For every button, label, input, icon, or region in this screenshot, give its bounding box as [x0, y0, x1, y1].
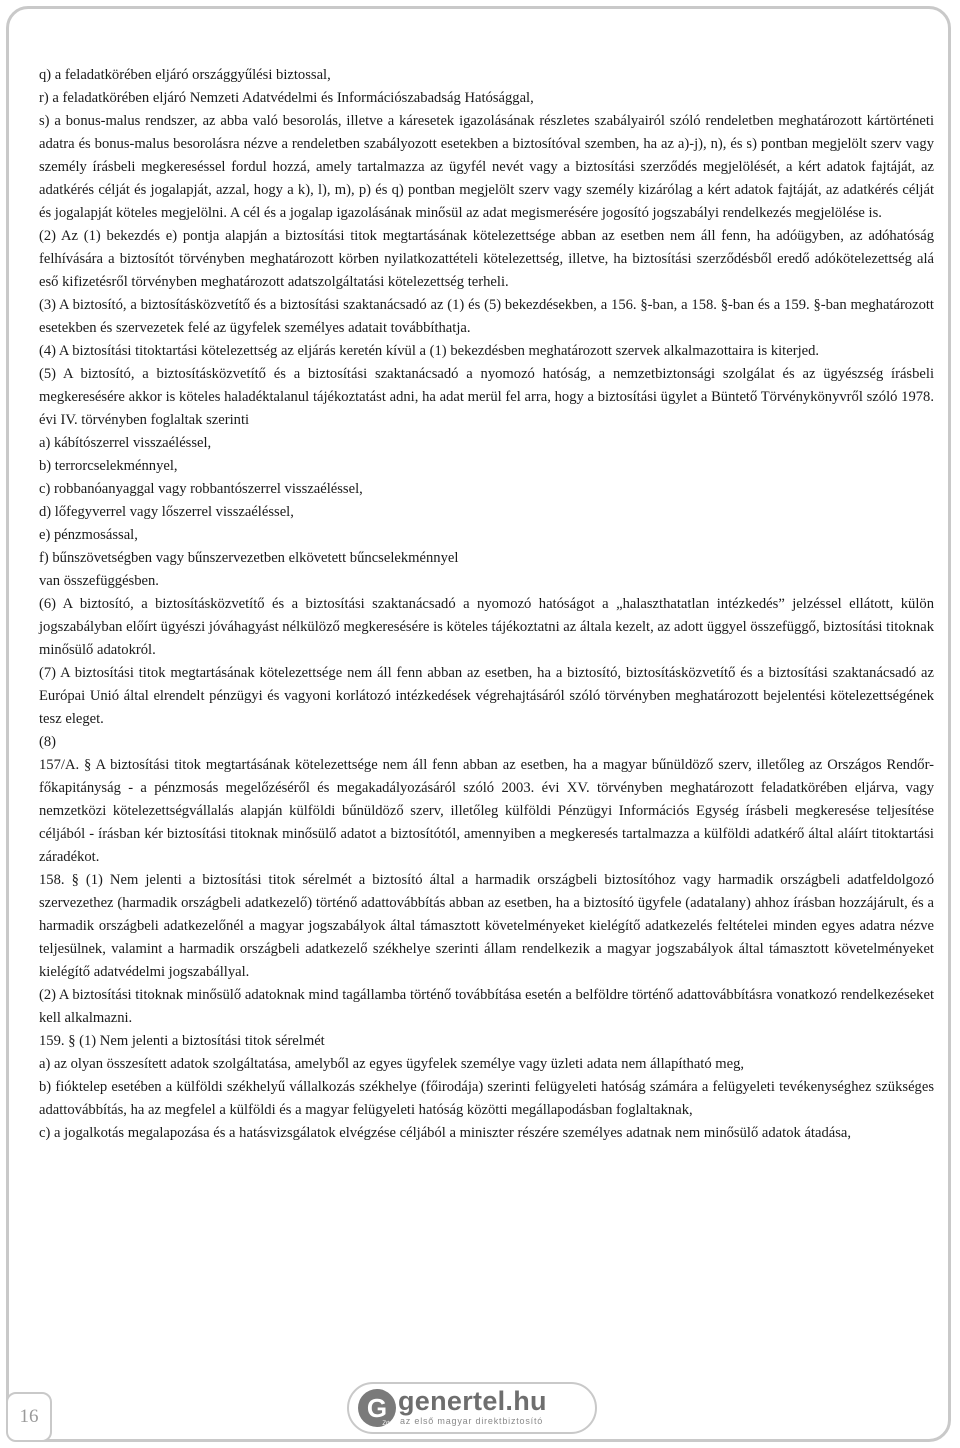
paragraph: 159. § (1) Nem jelenti a biztosítási titok sérelmét	[39, 1033, 325, 1049]
paragraph: (4) A biztosítási titoktartási kötelezettség az eljárás keretén kívül a (1) bekezdésben meghatározott szervek alkalmazottaira is kiterjed.	[39, 343, 820, 359]
page-number: 16	[6, 1392, 52, 1442]
logo-name: genertel.hu	[398, 1386, 547, 1416]
list-item: b) fióktelep esetében a külföldi székhelyű vállalkozás székhelye (főirodája) szerinti felügyeleti hatóság számára a felügyeleti tevékenységhez szükséges adattovábbítás, ha az megfelel a külföldi és a magyar felügyeleti hatóság közötti megállapodásban foglaltaknak,	[39, 1079, 934, 1118]
generali-logo-icon	[357, 1388, 397, 1428]
list-item: f) bűnszövetségben vagy bűnszervezetben elkövetett bűncselekménnyel	[39, 550, 459, 566]
list-item: c) robbanóanyaggal vagy robbantószerrel visszaéléssel,	[39, 481, 363, 497]
paragraph: (2) Az (1) bekezdés e) pontja alapján a biztosítási titok megtartásának kötelezettsége abban az esetben nem áll fenn, ha adóügyben, az adóhatóság felhívására a biztosítót törvényben meghatározott körben nyilatkozattételi kötelezettség, illetve, ha biztosítási szerződésből eredő adókötelezettség alá eső kifizetésről törvényben meghatározott adatszolgáltatási kötelezettség terheli.	[39, 228, 934, 290]
list-item: a) kábítószerrel visszaéléssel,	[39, 435, 212, 451]
paragraph: (7) A biztosítási titok megtartásának kötelezettsége nem áll fenn abban az esetben, ha a biztosító, biztosításközvetítő és a biztosítási szaktanácsadó az Európai Unió által elrendelt pénzügyi és vagyoni korlátozó intézkedések végrehajtásáról szóló törvényben meghatározott bejelentési kötelezettségének tesz eleget.	[39, 665, 934, 727]
paragraph: s) a bonus-malus rendszer, az abba való besorolás, illetve a káresetek igazolásának részletes szabályairól szóló rendeletben meghatározott kártörténeti adatra és bonus-malus besorolásra nézve a rendeletben szabályozott esetekben a biztosítóval szemben, ha az a)-j), n), és s) pontban megjelölt szerv vagy személy írásbeli megkereséssel fordul hozzá, amely tartalmazza az ügyfél nevét vagy a biztosítási szerződés megjelölését, a kért adatok fajtáját, az adatkérés célját és jogalapját, azzal, hogy a k), l), m), p) és q) pontban megjelölt szerv vagy személy kizárólag a kért adatok fajtáját, az adatkérés célját és jogalapját köteles megjelölni. A cél és a jogalap igazolásának minősül az adat megismerésére jogosító jogszabályi rendelkezés megjelölése is.	[39, 113, 934, 221]
paragraph: 158. § (1) Nem jelenti a biztosítási titok sérelmét a biztosító által a harmadik országbeli biztosítóhoz vagy harmadik országbeli adatfeldolgozó szervezethez (harmadik országbeli adatkezelő) történő adattovábbítás abban az esetben, ha a biztosító ügyfele (adatalany) ahhoz írásban hozzájárult, és a harmadik országbeli adatkezelőnél a magyar jogszabályok által támasztott követelményeket kielégítő adatkezelés feltételei minden egyes adatra nézve teljesülnek, valamint a harmadik országbeli adatkezelő székhelye szerinti állam rendelkezik a magyar jogszabályok által támasztott követelményeket kielégítő adatvédelmi jogszabállyal.	[39, 872, 934, 980]
list-item: d) lőfegyverrel vagy lőszerrel visszaéléssel,	[39, 504, 294, 520]
logo-tagline: az első magyar direktbiztosító	[400, 1416, 544, 1426]
list-item: e) pénzmosással,	[39, 527, 138, 543]
paragraph: (6) A biztosító, a biztosításközvetítő és a biztosítási szaktanácsadó a nyomozó hatóságot a „halaszthatatlan intézkedés” jelzéssel ellátott, külön jogszabályban előírt ügyészi jóváhagyást nélkülöző megkeresésére is köteles tájékoztatni az általa kezelt, az adott üggyel összefüggő, biztosítási titoknak minősülő adatokról.	[39, 596, 934, 658]
logo-mark: G	[366, 1393, 388, 1423]
paragraph: q) a feladatkörében eljáró országgyűlési biztossal,	[39, 67, 331, 83]
paragraph: (3) A biztosító, a biztosításközvetítő és a biztosítási szaktanácsadó az (1) és (5) bekezdésekben, a 156. §-ban, a 158. §-ban és a 159. §-ban meghatározott esetekben és szervezetek felé az ügyfelek személyes adatait továbbíthatja.	[39, 297, 934, 336]
logo-badge: Zrt	[382, 1421, 390, 1427]
paragraph: r) a feladatkörében eljáró Nemzeti Adatvédelmi és Információszabadság Hatósággal,	[39, 90, 534, 106]
list-item: c) a jogalkotás megalapozása és a hatásvizsgálatok elvégzése céljából a miniszter részére személyes adatnak nem minősülő adatok átadása,	[39, 1125, 852, 1141]
paragraph: (2) A biztosítási titoknak minősülő adatoknak mind tagállamba történő továbbítása esetén a belföldre történő adattovábbításra vonatkozó rendelkezéseket kell alkalmazni.	[39, 987, 934, 1026]
paragraph: (8)	[39, 734, 57, 750]
paragraph: (5) A biztosító, a biztosításközvetítő és a biztosítási szaktanácsadó a nyomozó hatóság, a nemzetbiztonsági szolgálat és az ügyészség írásbeli megkeresésére akkor is köteles haladéktalanul tájékoztatást adni, ha adat merül fel arra, hogy a biztosítási ügylet a Büntető Törvénykönyvről szóló 1978. évi IV. törvényben foglaltak szerinti	[39, 366, 934, 428]
list-item: a) az olyan összesített adatok szolgáltatása, amelyből az egyes ügyfelek személye vagy üzleti adata nem állapítható meg,	[39, 1056, 745, 1072]
paragraph: 157/A. § A biztosítási titok megtartásának kötelezettsége nem áll fenn abban az esetben, ha a magyar bűnüldöző szerv, illetőleg az Országos Rendőr-főkapitányság - a pénzmosás megelőzéséről és megakadályozásáról szóló 2003. évi XV. törvényben meghatározott feladatkörében eljárva, vagy nemzetközi kötelezettségvállalás alapján külföldi bűnüldöző szerv, illetőleg külföldi Pénzügyi Információs Egység írásbeli megkeresése teljesítése céljából - írásban kér biztosítási titoknak minősülő adatot a biztosítótól, amennyiben a megkeresés tartalmazza a külföldi adatkérő által aláírt titoktartási záradékot.	[39, 757, 934, 865]
document-body	[39, 64, 934, 1145]
list-item: b) terrorcselekménnyel,	[39, 458, 178, 474]
paragraph: van összefüggésben.	[39, 573, 159, 589]
